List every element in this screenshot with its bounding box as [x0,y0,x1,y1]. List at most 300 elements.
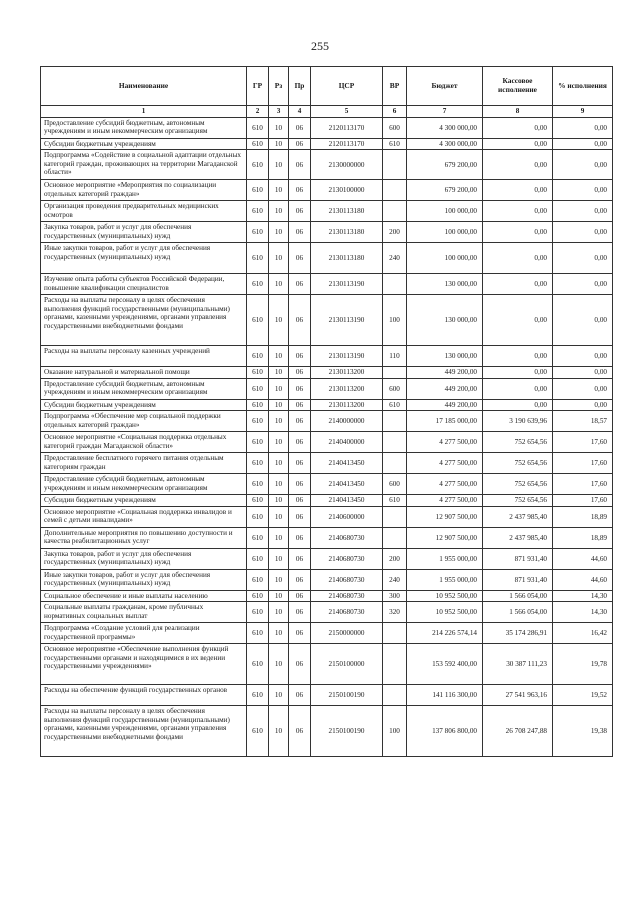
row-pct: 0,00 [553,274,613,295]
row-vr: 200 [383,222,407,243]
row-gr: 610 [247,644,269,685]
row-name: Подпрограмма «Создание условий для реализации государственной программы» [41,623,247,644]
row-csr: 2130113190 [311,274,383,295]
row-pct: 0,00 [553,150,613,180]
row-gr: 610 [247,243,269,274]
table-row [41,706,613,757]
row-csr: 2150100190 [311,706,383,757]
row-pr: 06 [289,590,311,601]
row-kassa: 871 931,40 [483,569,553,590]
row-pct: 18,89 [553,506,613,527]
row-pct: 19,78 [553,644,613,685]
row-kassa: 0,00 [483,118,553,139]
row-csr: 2150100190 [311,685,383,706]
row-rz: 10 [269,139,289,150]
row-pr: 06 [289,367,311,378]
table-row [41,602,613,623]
row-gr: 610 [247,453,269,474]
row-csr: 2140680730 [311,602,383,623]
column-number: 4 [289,106,311,118]
row-pct: 18,89 [553,527,613,548]
table-row [41,495,613,506]
header-rz: Рз [269,67,289,106]
header-pr: Пр [289,67,311,106]
row-pr: 06 [289,506,311,527]
row-gr: 610 [247,495,269,506]
table-row [41,399,613,410]
row-name: Расходы на выплаты персоналу в целях обеспечения выполнения функций государственными (муниципальными) органами, казенными учреждениями, органами управления государственными внебюджетными фондами [41,295,247,346]
row-pct: 19,38 [553,706,613,757]
row-budget: 153 592 400,00 [407,644,483,685]
row-gr: 610 [247,411,269,432]
row-csr: 2140000000 [311,411,383,432]
row-vr: 110 [383,346,407,367]
row-rz: 10 [269,180,289,201]
row-pr: 06 [289,623,311,644]
row-pr: 06 [289,453,311,474]
row-csr: 2130000000 [311,150,383,180]
row-budget: 100 000,00 [407,222,483,243]
row-budget: 449 200,00 [407,367,483,378]
row-pct: 14,30 [553,602,613,623]
row-budget: 4 277 500,00 [407,495,483,506]
row-name: Подпрограмма «Обеспечение мер социальной поддержки отдельных категорий граждан» [41,411,247,432]
row-vr: 610 [383,139,407,150]
row-name: Основное мероприятие «Социальная поддержка инвалидов и семей с детьми инвалидами» [41,506,247,527]
row-pct: 19,52 [553,685,613,706]
table-row [41,474,613,495]
table-row [41,590,613,601]
row-rz: 10 [269,569,289,590]
row-pr: 06 [289,346,311,367]
row-gr: 610 [247,590,269,601]
column-number-row [41,106,613,118]
row-pr: 06 [289,118,311,139]
row-csr: 2150000000 [311,623,383,644]
row-name: Субсидии бюджетным учреждениям [41,399,247,410]
row-kassa: 0,00 [483,180,553,201]
row-budget: 130 000,00 [407,346,483,367]
row-pct: 0,00 [553,367,613,378]
column-number: 8 [483,106,553,118]
row-kassa: 0,00 [483,139,553,150]
row-rz: 10 [269,274,289,295]
row-pct: 0,00 [553,295,613,346]
row-pr: 06 [289,150,311,180]
row-csr: 2130113190 [311,346,383,367]
table-row [41,644,613,685]
row-gr: 610 [247,685,269,706]
row-gr: 610 [247,274,269,295]
row-kassa: 752 654,56 [483,453,553,474]
row-budget: 10 952 500,00 [407,590,483,601]
table-row [41,222,613,243]
row-budget: 1 955 000,00 [407,569,483,590]
row-gr: 610 [247,150,269,180]
row-pct: 18,57 [553,411,613,432]
row-gr: 610 [247,602,269,623]
table-row [41,527,613,548]
row-csr: 2140680730 [311,590,383,601]
row-pct: 0,00 [553,118,613,139]
row-rz: 10 [269,118,289,139]
row-csr: 2140413450 [311,474,383,495]
table-row [41,432,613,453]
row-pct: 44,60 [553,569,613,590]
row-pr: 06 [289,495,311,506]
table-row [41,274,613,295]
row-pr: 06 [289,569,311,590]
row-vr [383,367,407,378]
row-name: Иные закупки товаров, работ и услуг для обеспечения государственных (муниципальных) нужд [41,569,247,590]
row-pr: 06 [289,399,311,410]
row-kassa: 35 174 286,91 [483,623,553,644]
row-gr: 610 [247,706,269,757]
row-pct: 17,60 [553,474,613,495]
row-gr: 610 [247,118,269,139]
row-pr: 06 [289,274,311,295]
row-gr: 610 [247,432,269,453]
row-vr: 600 [383,118,407,139]
row-name: Иные закупки товаров, работ и услуг для обеспечения государственных (муниципальных) нужд [41,243,247,274]
row-csr: 2130113180 [311,222,383,243]
row-rz: 10 [269,685,289,706]
row-budget: 12 907 500,00 [407,527,483,548]
row-gr: 610 [247,569,269,590]
table-row [41,150,613,180]
row-name: Расходы на выплаты персоналу в целях обеспечения выполнения функций государственными (муниципальными) органами, казенными учреждениями, органами управления государственными внебюджетными фондами [41,706,247,757]
row-name: Расходы на обеспечение функций государственных органов [41,685,247,706]
row-rz: 10 [269,706,289,757]
row-budget: 100 000,00 [407,201,483,222]
row-rz: 10 [269,201,289,222]
row-gr: 610 [247,378,269,399]
row-gr: 610 [247,367,269,378]
row-gr: 610 [247,623,269,644]
row-pr: 06 [289,432,311,453]
column-number: 2 [247,106,269,118]
row-pr: 06 [289,201,311,222]
column-number: 7 [407,106,483,118]
row-pr: 06 [289,295,311,346]
row-vr: 300 [383,590,407,601]
row-vr: 100 [383,706,407,757]
row-rz: 10 [269,432,289,453]
row-budget: 679 200,00 [407,150,483,180]
row-kassa: 0,00 [483,274,553,295]
row-pct: 0,00 [553,243,613,274]
row-kassa: 2 437 985,40 [483,506,553,527]
row-vr [383,411,407,432]
row-csr: 2140680730 [311,527,383,548]
table-row [41,118,613,139]
row-budget: 137 806 800,00 [407,706,483,757]
row-csr: 2140400000 [311,432,383,453]
table-row [41,367,613,378]
row-vr: 600 [383,378,407,399]
row-csr: 2130100000 [311,180,383,201]
header-gr: ГР [247,67,269,106]
row-name: Основное мероприятие «Мероприятия по социализации отдельных категорий граждан» [41,180,247,201]
row-csr: 2130113180 [311,243,383,274]
row-kassa: 27 541 963,16 [483,685,553,706]
row-rz: 10 [269,527,289,548]
row-pct: 14,30 [553,590,613,601]
row-kassa: 1 566 054,00 [483,602,553,623]
row-pr: 06 [289,139,311,150]
row-name: Субсидии бюджетным учреждениям [41,139,247,150]
row-vr: 610 [383,495,407,506]
table-row [41,201,613,222]
column-number: 5 [311,106,383,118]
row-name: Субсидии бюджетным учреждениям [41,495,247,506]
row-kassa: 0,00 [483,243,553,274]
row-name: Закупка товаров, работ и услуг для обеспечения государственных (муниципальных) нужд [41,222,247,243]
row-pr: 06 [289,411,311,432]
row-pct: 0,00 [553,139,613,150]
row-vr: 600 [383,474,407,495]
row-name: Расходы на выплаты персоналу казенных учреждений [41,346,247,367]
row-name: Изучение опыта работы субъектов Российской Федерации, повышение квалификации специалистов [41,274,247,295]
row-rz: 10 [269,623,289,644]
header-row [41,67,613,106]
row-name: Подпрограмма «Содействие в социальной адаптации отдельных категорий граждан, проживающих на территории Магаданской области» [41,150,247,180]
row-csr: 2130113200 [311,367,383,378]
row-pct: 0,00 [553,222,613,243]
row-budget: 4 277 500,00 [407,432,483,453]
row-vr: 320 [383,602,407,623]
row-name: Социальное обеспечение и иные выплаты населению [41,590,247,601]
row-csr: 2140413450 [311,495,383,506]
row-csr: 2140600000 [311,506,383,527]
row-csr: 2130113190 [311,295,383,346]
row-rz: 10 [269,150,289,180]
row-vr [383,274,407,295]
row-vr [383,180,407,201]
row-pct: 17,60 [553,432,613,453]
row-vr [383,623,407,644]
row-kassa: 752 654,56 [483,432,553,453]
row-budget: 4 300 000,00 [407,139,483,150]
row-budget: 12 907 500,00 [407,506,483,527]
row-rz: 10 [269,411,289,432]
row-budget: 130 000,00 [407,295,483,346]
row-rz: 10 [269,346,289,367]
header-budget: Бюджет [407,67,483,106]
row-vr [383,150,407,180]
row-budget: 679 200,00 [407,180,483,201]
row-gr: 610 [247,346,269,367]
row-budget: 100 000,00 [407,243,483,274]
row-rz: 10 [269,453,289,474]
row-vr [383,201,407,222]
row-name: Предоставление бесплатного горячего питания отдельным категориям граждан [41,453,247,474]
row-pr: 06 [289,548,311,569]
row-vr: 610 [383,399,407,410]
row-budget: 4 277 500,00 [407,453,483,474]
row-gr: 610 [247,399,269,410]
row-budget: 4 300 000,00 [407,118,483,139]
row-budget: 1 955 000,00 [407,548,483,569]
row-name: Закупка товаров, работ и услуг для обеспечения государственных (муниципальных) нужд [41,548,247,569]
row-vr [383,506,407,527]
row-kassa: 2 437 985,40 [483,527,553,548]
row-kassa: 26 708 247,88 [483,706,553,757]
row-name: Оказание натуральной и материальной помощи [41,367,247,378]
row-kassa: 752 654,56 [483,495,553,506]
row-rz: 10 [269,590,289,601]
row-pct: 0,00 [553,201,613,222]
table-row [41,243,613,274]
row-budget: 449 200,00 [407,399,483,410]
row-name: Основное мероприятие «Социальная поддержка отдельных категорий граждан Магаданской области» [41,432,247,453]
row-vr [383,453,407,474]
row-vr [383,685,407,706]
header-vr: ВР [383,67,407,106]
row-pct: 17,60 [553,453,613,474]
row-pr: 06 [289,527,311,548]
row-name: Дополнительные мероприятия по повышению доступности и качества реабилитационных услуг [41,527,247,548]
page-number: 255 [311,39,329,53]
row-rz: 10 [269,222,289,243]
row-pct: 44,60 [553,548,613,569]
row-rz: 10 [269,474,289,495]
row-gr: 610 [247,548,269,569]
table-row [41,180,613,201]
table-row [41,453,613,474]
table-body [41,118,613,757]
row-budget: 17 185 000,00 [407,411,483,432]
row-csr: 2150100000 [311,644,383,685]
row-pr: 06 [289,602,311,623]
row-gr: 610 [247,474,269,495]
table-row [41,346,613,367]
row-csr: 2140413450 [311,453,383,474]
row-name: Социальные выплаты гражданам, кроме публичных нормативных социальных выплат [41,602,247,623]
row-pr: 06 [289,180,311,201]
table-row [41,411,613,432]
row-budget: 214 226 574,14 [407,623,483,644]
row-budget: 449 200,00 [407,378,483,399]
row-rz: 10 [269,399,289,410]
row-pr: 06 [289,685,311,706]
row-kassa: 0,00 [483,222,553,243]
row-vr [383,527,407,548]
row-gr: 610 [247,527,269,548]
row-rz: 10 [269,602,289,623]
row-budget: 130 000,00 [407,274,483,295]
row-kassa: 0,00 [483,346,553,367]
row-gr: 610 [247,139,269,150]
row-kassa: 30 387 111,23 [483,644,553,685]
row-pct: 0,00 [553,399,613,410]
row-vr: 200 [383,548,407,569]
table-row [41,623,613,644]
row-rz: 10 [269,295,289,346]
header-kassa: Кассовое исполнение [483,67,553,106]
budget-table [40,66,613,757]
row-name: Предоставление субсидий бюджетным, автономным учреждениям и иным некоммерческим организациям [41,118,247,139]
row-gr: 610 [247,295,269,346]
row-gr: 610 [247,506,269,527]
row-csr: 2130113180 [311,201,383,222]
row-pr: 06 [289,222,311,243]
row-csr: 2130113200 [311,378,383,399]
row-vr: 240 [383,569,407,590]
row-rz: 10 [269,644,289,685]
row-pr: 06 [289,706,311,757]
table-row [41,569,613,590]
row-kassa: 0,00 [483,378,553,399]
row-budget: 4 277 500,00 [407,474,483,495]
row-rz: 10 [269,378,289,399]
column-number: 3 [269,106,289,118]
row-gr: 610 [247,222,269,243]
row-rz: 10 [269,495,289,506]
row-csr: 2140680730 [311,569,383,590]
row-name: Предоставление субсидий бюджетным, автономным учреждениям и иным некоммерческим организациям [41,378,247,399]
row-budget: 141 116 300,00 [407,685,483,706]
row-rz: 10 [269,243,289,274]
row-kassa: 871 931,40 [483,548,553,569]
column-number: 6 [383,106,407,118]
header-pct: % исполнения [553,67,613,106]
row-pr: 06 [289,243,311,274]
row-kassa: 0,00 [483,150,553,180]
row-pr: 06 [289,378,311,399]
table-row [41,295,613,346]
row-rz: 10 [269,506,289,527]
row-name: Организация проведения предварительных медицинских осмотров [41,201,247,222]
row-kassa: 752 654,56 [483,474,553,495]
row-vr: 100 [383,295,407,346]
row-pct: 0,00 [553,346,613,367]
table-row [41,378,613,399]
row-pr: 06 [289,644,311,685]
row-vr: 240 [383,243,407,274]
row-gr: 610 [247,180,269,201]
row-pct: 0,00 [553,378,613,399]
column-number: 1 [41,106,247,118]
row-rz: 10 [269,548,289,569]
row-kassa: 0,00 [483,295,553,346]
table-row [41,685,613,706]
row-name: Предоставление субсидий бюджетным, автономным учреждениям и иным некоммерческим организациям [41,474,247,495]
row-csr: 2130113200 [311,399,383,410]
table-row [41,506,613,527]
row-kassa: 0,00 [483,201,553,222]
row-vr [383,644,407,685]
row-kassa: 0,00 [483,399,553,410]
row-pct: 16,42 [553,623,613,644]
row-pct: 0,00 [553,180,613,201]
row-rz: 10 [269,367,289,378]
header-csr: ЦСР [311,67,383,106]
header-name: Наименование [41,67,247,106]
row-csr: 2120113170 [311,139,383,150]
table-row [41,548,613,569]
table-row [41,139,613,150]
row-pr: 06 [289,474,311,495]
row-csr: 2120113170 [311,118,383,139]
row-gr: 610 [247,201,269,222]
row-budget: 10 952 500,00 [407,602,483,623]
row-kassa: 3 190 639,96 [483,411,553,432]
row-kassa: 0,00 [483,367,553,378]
row-pct: 17,60 [553,495,613,506]
row-name: Основное мероприятие «Обеспечение выполнения функций государственными органами и находящимися в их ведении государственными учреждениями» [41,644,247,685]
row-kassa: 1 566 054,00 [483,590,553,601]
